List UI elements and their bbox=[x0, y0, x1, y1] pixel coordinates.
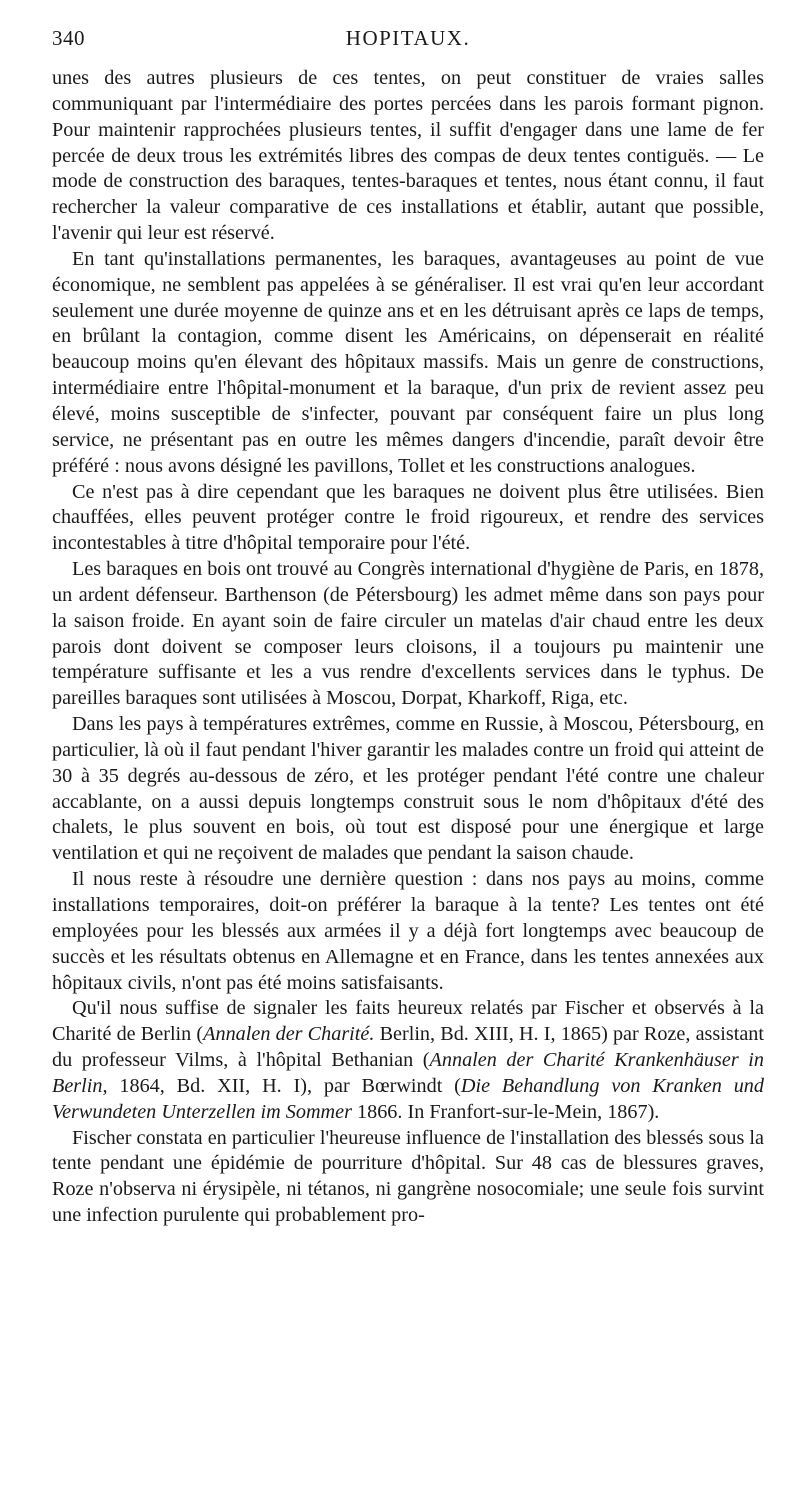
text-run: 1866. In Franfort-sur-le-Mein, 1867). bbox=[351, 1100, 660, 1123]
paragraph bbox=[52, 996, 764, 1125]
citation-title: Annalen der Charité Krankenhäuser in Berlin, bbox=[52, 1049, 764, 1097]
paragraph: Fischer constata en particulier l'heureuse influence de l'installation des blessés sous la tente pendant une épidémie de pourriture d'hôpital. Sur 48 cas de blessures graves, Roze n'observa ni érysipèle, ni tétanos, ni gangrène nosocomiale; une seule fois survint une infection purulente qui probablement pro- bbox=[52, 1126, 764, 1227]
body-text bbox=[52, 66, 764, 1229]
paragraph: Ce n'est pas à dire cependant que les baraques ne doivent plus être utilisées. Bien chauffées, elles peuvent protéger contre le froid rigoureux, et rendre des services incontestables à titre d'hôpital temporaire pour l'été. bbox=[52, 480, 764, 555]
running-head: HOPITAUX. bbox=[345, 26, 471, 50]
scan-specks bbox=[110, 1450, 740, 1460]
citation-title: Die Behandlung von Kranken und Verwundeten Unterzellen im Sommer bbox=[52, 1074, 764, 1123]
paragraph: Dans les pays à températures extrêmes, comme en Russie, à Moscou, Pétersbourg, en particulier, là où il faut pendant l'hiver garantir les malades contre un froid qui atteint de 30 à 35 degrés au-dessous de zéro, et les protéger pendant l'été contre une chaleur accablante, on a aussi depuis longtemps construit sous le nom d'hôpitaux d'été des chalets, le plus souvent en bois, où tout est disposé pour une énergique et large ventilation et qui ne reçoivent de malades que pendant la saison chaude. bbox=[52, 713, 764, 865]
text-run: Qu'il nous suffise de signaler les faits heureux relatés par Fischer et observés à la Charité de Berlin ( bbox=[52, 997, 764, 1046]
paragraph: unes des autres plusieurs de ces tentes, on peut constituer de vraies salles communiquant par l'intermédiaire des portes percées dans les parois formant pignon. Pour maintenir rapprochées plusieurs tentes, il suffit d'engager dans une lame de fer percée de deux trous les extrémités libres des compas de deux tentes contiguës. — Le mode de construction des baraques, tentes-baraques et tentes, nous étant connu, il faut rechercher la valeur comparative de ces installations et établir, autant que possible, l'avenir qui leur est réservé. bbox=[52, 67, 764, 245]
page-number: 340 bbox=[52, 26, 85, 50]
text-run: Berlin, Bd. XIII, H. I, 1865) par Roze, assistant du professeur Vilms, à l'hôpital Bethanian ( bbox=[52, 1023, 765, 1072]
citation-title: Annalen der Charité. bbox=[203, 1023, 375, 1046]
paragraph: En tant qu'installations permanentes, les baraques, avantageuses au point de vue économique, ne semblent pas appelées à se généraliser. Il est vrai qu'en leur accordant seulement une durée moyenne de quinze ans et en les détruisant après ce laps de temps, en brûlant la contagion, comme disent les Américains, on dépenserait en réalité beaucoup moins qu'en élevant des hôpitaux massifs. Mais un genre de constructions, intermédiaire entre l'hôpital-monument et la baraque, d'un prix de revient assez peu élevé, moins susceptible de s'infecter, pouvant par conséquent faire un plus long service, ne présentant pas en outre les mêmes dangers d'incendie, paraît devoir être préféré : nous avons désigné les pavillons, Tollet et les constructions analogues. bbox=[52, 247, 764, 477]
paragraph: Il nous reste à résoudre une dernière question : dans nos pays au moins, comme installations temporaires, doit-on préférer la baraque à la tente? Les tentes ont été employées pour les blessés aux armées il y a déjà fort longtemps avec beaucoup de succès et les résultats obtenus en Allemagne et en France, dans les tentes annexées aux hôpitaux civils, n'ont pas été moins satisfaisants. bbox=[52, 868, 764, 994]
text-run: 1864, Bd. XII, H. I), par Bœrwindt ( bbox=[107, 1074, 461, 1097]
paragraph: Les baraques en bois ont trouvé au Congrès international d'hygiène de Paris, en 1878, un ardent défenseur. Barthenson (de Pétersbourg) les admet même dans son pays pour la saison froide. En ayant soin de faire circuler un matelas d'air chaud entre les deux parois dont doivent se composer leurs cloisons, il a toujours pu maintenir une température suffisante et les a vus rendre d'excellents services dans le typhus. De pareilles baraques sont utilisées à Moscou, Dorpat, Kharkoff, Riga, etc. bbox=[52, 558, 764, 710]
page-header bbox=[52, 26, 764, 50]
